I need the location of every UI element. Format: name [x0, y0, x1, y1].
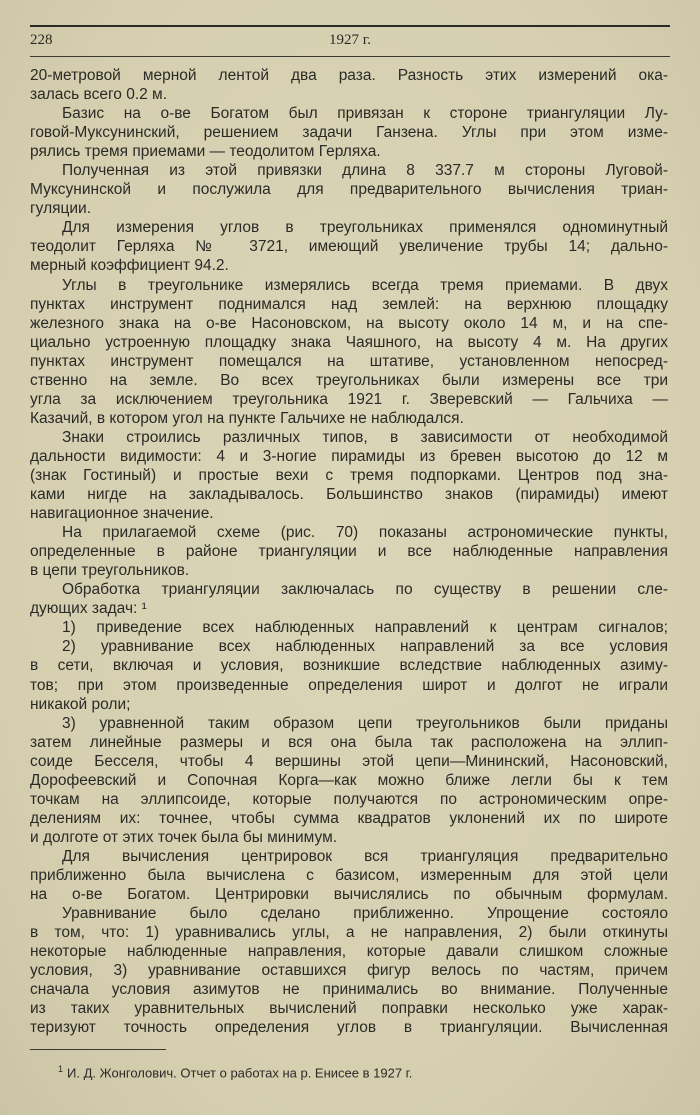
text-line: из таких уравнительных вычислений поправки несколько уже харак-	[30, 1000, 668, 1018]
text-line: пунктах инструмент помещался на штативе, установленном непосред-	[30, 352, 668, 370]
text-line: соиде Бесселя, чтобы 4 вершины этой цепи—Мининский, Насоновский,	[30, 752, 668, 770]
text-line: Для вычисления центрировок вся триангуляция предварительно	[62, 847, 668, 865]
text-line: определенные в районе триангуляции и все наблюденные направления	[30, 543, 668, 561]
text-line: На прилагаемой схеме (рис. 70) показаны астрономические пункты,	[62, 524, 668, 542]
footnote-text: И. Д. Жонголович. Отчет о работах на р. Енисее в 1927 г.	[67, 1065, 413, 1081]
text-line: Для измерения углов в треугольниках применялся одноминутный	[62, 219, 668, 237]
header-top-rule	[30, 25, 670, 27]
text-line: Уравнивание было сделано приближенно. Упрощение состояло	[62, 905, 668, 923]
paragraph	[30, 904, 668, 1037]
text-line: Казачий, в котором угол на пункте Гальчихе не наблюдался.	[30, 409, 464, 427]
text-line: залась всего 0.2 м.	[30, 86, 168, 104]
text-line: ственно на земле. Во всех треугольниках были измерены все три	[30, 371, 668, 389]
text-line: тов; при этом произведенные определения широт и долгот не играли	[30, 676, 668, 694]
text-line: говой-Муксунинский, решением задачи Ганзена. Углы при этом изме-	[30, 124, 668, 142]
running-title: 1927 г.	[329, 32, 371, 48]
paragraph	[30, 276, 668, 428]
text-line: точкам на эллипсоиде, которые получаются по астрономическим опре-	[30, 790, 668, 808]
footnote-marker: 1	[58, 1064, 64, 1074]
text-line: сначала условия азимутов не принимались во внимание. Полученные	[30, 981, 668, 999]
footnote-rule	[30, 1049, 166, 1050]
text-line: железного знака на о-ве Насоновском, на высоту около 14 м, и на спе-	[30, 314, 668, 332]
paragraph	[30, 847, 668, 904]
text-line: циально устроенную площадку знака Чаяшного, на высоту 4 м. На других	[30, 333, 668, 351]
paragraph	[30, 66, 668, 104]
text-line: затем линейные размеры и вся она была так расположена на эллип-	[30, 733, 668, 751]
paragraph	[30, 580, 668, 618]
paragraph	[30, 637, 668, 713]
text-line: приближенно была вычислена с базисом, измеренным для этой цели	[30, 866, 668, 884]
text-line: Знаки строились различных типов, в зависимости от необходимой	[62, 428, 668, 446]
text-line: 1) приведение всех наблюденных направлений к центрам сигналов;	[62, 619, 668, 637]
text-line: Базис на о-ве Богатом был привязан к стороне триангуляции Лу-	[62, 105, 668, 123]
paragraph	[30, 428, 668, 523]
text-line: теодолит Герляха № 3721, имеющий увеличение трубы 14; дально-	[30, 238, 668, 256]
text-line: 2) уравнивание всех наблюденных направлений за все условия	[62, 638, 668, 656]
header-bottom-rule	[30, 56, 670, 57]
text-line: Дорофеевский и Сопочная Корга—как можно ближе легли бы к тем	[30, 771, 668, 789]
text-line: теризуют точность определения углов в триангуляции. Вычисленная	[30, 1019, 668, 1037]
text-line: 3) уравненной таким образом цепи треугольников были приданы	[62, 714, 668, 732]
text-line: условия, 3) уравнивание оставшихся фигур велось по частям, причем	[30, 962, 668, 980]
paragraph	[30, 104, 668, 161]
text-line: в сети, включая и условия, возникшие вследствие наблюденных азиму-	[30, 657, 668, 675]
text-line: никакой роли;	[30, 695, 131, 713]
footnote	[58, 1064, 412, 1080]
text-line: мерный коэффициент 94.2.	[30, 257, 229, 275]
text-line: делениям их: точнее, чтобы сумма квадратов уклонений их по широте	[30, 809, 668, 827]
text-line: Углы в треугольнике измерялись всегда тремя приемами. В двух	[62, 276, 668, 294]
text-line: дальности видимости: 4 и 3-ногие пирамиды из бревен высотою до 12 м	[30, 447, 668, 465]
paragraph	[30, 161, 668, 218]
text-line: пунктах инструмент поднимался над землей: на верхнюю площадку	[30, 295, 668, 313]
text-line: дующих задач: ¹	[30, 600, 147, 618]
text-line: угла за исключением треугольника 1921 г. Зверевский — Гальчиха —	[30, 390, 668, 408]
text-line: навигационное значение.	[30, 505, 214, 523]
text-line: ками нигде на закладывалось. Большинство знаков (пирамиды) имеют	[30, 486, 668, 504]
text-line: (знак Гостиный) и простые вехи с тремя подпорками. Центров под зна-	[30, 466, 668, 484]
body-text	[30, 66, 668, 1037]
text-line: гуляции.	[30, 200, 92, 218]
page-number: 228	[30, 32, 53, 48]
paragraph	[30, 218, 668, 275]
text-line: на о-ве Богатом. Центрировки вычислялись по обычным формулам.	[30, 886, 668, 904]
text-line: Обработка триангуляции заключалась по существу в решении сле-	[62, 581, 668, 599]
paragraph	[30, 618, 668, 637]
paragraph	[30, 523, 668, 580]
text-line: и долготе от этих точек была бы минимум.	[30, 828, 338, 846]
paragraph	[30, 714, 668, 847]
text-line: в цепи треугольников.	[30, 562, 190, 580]
text-line: в том, что: 1) уравнивались углы, а не направления, 2) были откинуты	[30, 924, 668, 942]
text-line: рялись тремя приемами — теодолитом Герляха.	[30, 143, 381, 161]
text-line: Муксунинской и послужила для предварительного вычисления триан-	[30, 181, 668, 199]
text-line: 20-метровой мерной лентой два раза. Разность этих измерений ока-	[30, 67, 668, 84]
text-line: некоторые наблюденные направления, которые давали слишком сложные	[30, 943, 668, 961]
text-line: Полученная из этой привязки длина 8 337.7 м стороны Луговой-	[62, 162, 668, 180]
